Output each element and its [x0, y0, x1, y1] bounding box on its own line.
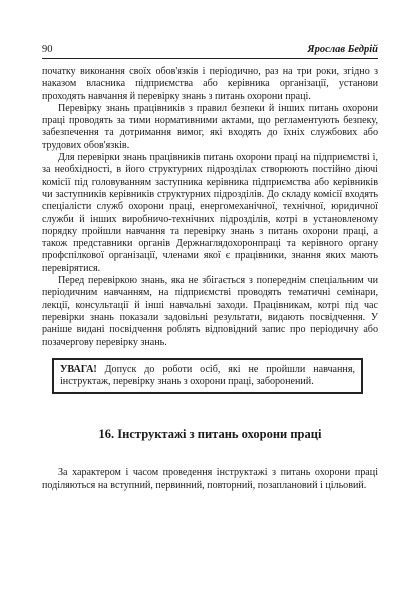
- warning-text: [60, 364, 355, 389]
- section-heading: 16. Інструктажі з питань охорони праці: [98, 427, 322, 442]
- warning-body: Допуск до роботи осіб, які не пройшли навчання, інструктаж, перевірку знань з охорони праці, заборонений.: [60, 363, 355, 388]
- warning-lead: УВАГА!: [60, 363, 97, 375]
- warning-box: [52, 358, 363, 395]
- paragraph: Для перевірки знань працівників питань охорони праці на підприємстві і, за необхідності, в його структурних підрозділах створюють постійно діючі комісії під головуванням заступника керівника підприємства або керівників чи заступників керівників структурних підрозділів. До складу комісії входять спеціалісти служб охорони праці, енергомеханічної, технічної, юридичної служби й інших виробничо-технічних підрозділів, котрі в установленому порядку пройшли навчання та перевірку знань з питань охорони праці, а також представники органів Держнаглядохоронпраці та керівного органу профспілкової організації, членами якої є працівники, знання яких мають перевірятися.: [42, 152, 378, 274]
- author-name: Ярослав Бедрій: [307, 44, 378, 55]
- section-paragraph: За характером і часом проведення інструктажі з питань охорони праці поділяються на вступний, первинний, повторний, позаплановий і цільовий.: [42, 467, 378, 491]
- paragraph-continued: початку виконання своїх обов'язків і періодично, раз на три роки, згідно з наказом власника підприємства або керівника організації, установи проходять навчання й перевірку знань з питань охорони праці.: [42, 66, 378, 102]
- paragraph: Перевірку знань працівників з правил безпеки й інших питань охорони праці проводять за тими нормативними актами, що регламентують безпеку, забезпечення та дотримання вимог, які входять до їхніх службових або трудових обов'язків.: [42, 102, 378, 151]
- paragraph: Перед перевіркою знань, яка не збігається з попереднім спеціальним чи періодичним навчанням, на підприємстві проводять тематичні семінари, лекції, консультації й інші навчальні заходи. Працівникам, котрі під час перевірки знань показали задовільні результати, видають посвідчення. У раніше видані посвідчення роблять відповідний запис про періодичну або позачергову перевірку знань.: [42, 275, 378, 348]
- page-body: [42, 66, 378, 492]
- running-header: [42, 44, 378, 59]
- page-number: 90: [42, 44, 53, 55]
